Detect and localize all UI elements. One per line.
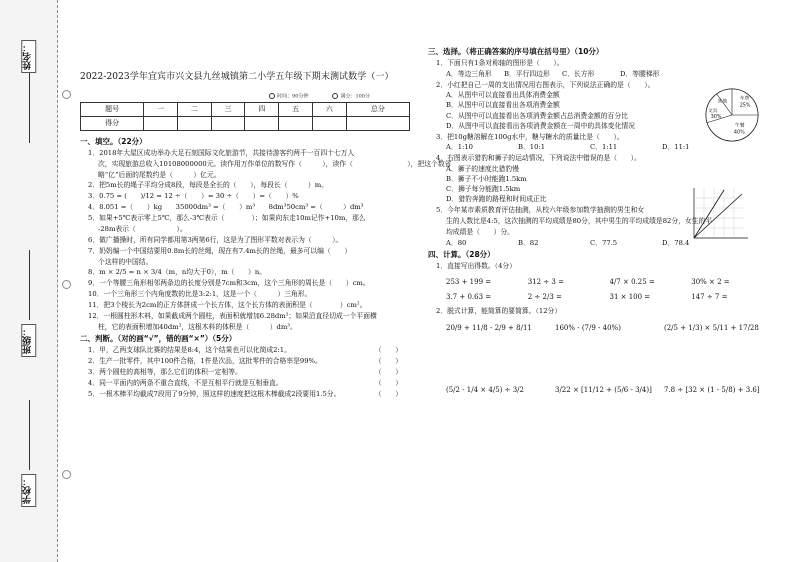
binding-hole [62,280,71,289]
pie-label: 30% [710,114,722,120]
class-label: 班级： [21,324,36,357]
option[interactable]: B．82 [518,238,539,247]
question: 3．把10g糖溶解在100g水中，糖与糖水的质量比是（ ）。 [436,132,624,141]
option[interactable]: A．狮子的速度比猎豹慢 [446,165,519,174]
score-row-label: 得分 [81,117,144,131]
score-cell[interactable] [144,117,178,131]
score-cell[interactable] [245,117,279,131]
calc-item: (2/5 + 1/3) × 5/11 + 17/28 [664,323,759,332]
section3-title: 三、选择。（将正确答案的序号填在括号里）（10分） [428,47,604,56]
answer-paren[interactable]: （ ） [374,389,402,398]
page-title: 2022-2023学年宜宾市兴文县九丝城镇第二小学五年级下期末测试数学（一） [80,72,394,82]
option[interactable]: D．78.4 [662,238,690,247]
calc-item: 3/22 × [11/12 + (5/6 - 3/4)] [555,386,652,395]
exam-meta [80,93,410,100]
question: -28m表示（ ）。 [98,224,187,233]
question: 5．如果+5℃表示零上5℃，那么-3℃表示（ ）；如果向东走10m记作+10m，那么 [88,214,366,223]
name-line [29,73,30,143]
calc-item: 20/9 + 11/8 - 2/9 + 8/11 [446,323,532,332]
answer-paren[interactable]: （ ） [374,367,402,376]
pie-label: 午餐 [734,123,745,129]
class-field[interactable] [18,250,40,357]
score-header-row [81,103,410,117]
name-label: 姓名： [21,40,36,73]
option[interactable]: D．等腰梯形 [620,69,660,78]
pie-label: 车费 [739,96,750,102]
judge-question: 3．两个圆柱的高相等，那么它们的体积一定相等。 （ ） [88,367,402,376]
option[interactable]: D．11:1 [662,143,690,152]
binding-hole [62,90,71,99]
score-header-cell: 三 [211,103,245,117]
question: 生的人数比是4:5，这次抽测的平均成绩是80分，其中男生的平均成绩是82分，女生的平 [446,217,713,226]
question: 2．小红把自己一周的支出情况用右图表示，下列说法正确的是（ ）。 [436,80,655,89]
answer-paren[interactable]: （ ） [374,346,402,355]
score-info: 满分：100分 [332,93,370,100]
question: 11．把3个棱长为2cm的正方体拼成一个长方体，这个长方体的表面积是（ ）cm²。 [88,301,367,310]
option[interactable]: C．长方形 [562,69,595,78]
option[interactable]: A．1:10 [446,143,473,152]
binding-hole [62,470,71,479]
option[interactable]: C．1:11 [590,143,618,152]
question: 8．m × 2/5 = n × 3/4（m，n均大于0），m（ ）n。 [88,268,267,277]
calc-item: 2 ÷ 2/3 = [527,293,562,302]
question: 略“亿”后面的尾数约是（ ）亿元。 [98,170,221,179]
calc-item: 4/7 × 0.25 = [609,277,655,286]
question: 9．一个等腰三角形相邻两条边的长度分别是7cm和3cm，这个三角形的周长是（ ）cm。 [88,279,370,288]
option[interactable]: C．狮子每分能跑1.5km [446,185,521,194]
clock-icon [269,93,275,99]
score-header-cell: 二 [178,103,212,117]
calc-item: 31 × 100 = [609,293,651,302]
question: 4．8.051 =（ ）kg 35000dm³ =（ ）m³ 8dm³50cm³ =（ ）dm³ [88,203,364,212]
pie-label: 其他 [717,99,728,105]
calc-row [446,293,773,302]
score-table [80,102,410,131]
option[interactable]: A．80 [446,238,467,247]
judge-question: 2．生产一批零件，其中100件合格，1件是次品，这批零件的合格率是99%。 （ ） [88,356,402,365]
judge-question: 1．甲，乙两支球队比赛的结果是8:4，这个结果也可以化简成2:1。 （ ） [88,346,402,355]
pie-label: 文具 [707,109,718,115]
pie-label: 40% [733,130,745,136]
work-space[interactable] [428,338,773,378]
option[interactable]: B．10:1 [518,143,546,152]
right-column [428,44,773,401]
score-cell[interactable] [211,117,245,131]
option[interactable]: B．从图中可以直接看出各项消费金额 [446,101,560,110]
score-header-cell: 一 [144,103,178,117]
name-field[interactable] [18,40,40,147]
score-header-cell: 四 [245,103,279,117]
answer-paren[interactable]: （ ） [374,378,402,387]
calc-item: (5/2 - 1/4 × 4/5) ÷ 3/2 [446,386,524,395]
question: 3．0.75 = ( )/12 = 12 ÷（ ）= 30 ÷（ ）=（ ）% [88,192,299,201]
score-header-cell: 题号 [81,103,144,117]
answer-paren[interactable]: （ ） [374,356,402,365]
option[interactable]: C．从图中可以直接看出各项消费金额占总消费金额的百分比 [446,111,628,120]
judge-question: 4．同一平面内的两条不重合直线，不是互相平行就是互相垂直。 （ ） [88,378,402,387]
school-label: 学校： [21,474,36,507]
question: 1．直接写出得数。（4分） [436,262,517,271]
score-value-row [81,117,410,131]
option[interactable]: A．等边三角形 [446,69,492,78]
judge-question: 5．一根木棒平均截成7段用了9分钟，照这样的速度把这根木棒截成2段要用1.5分。 （ ） [88,389,402,398]
question: 2．脱式计算，能简算的要简算。（12分） [436,307,562,316]
calc-item: 312 ÷ 3 = [527,277,564,286]
question: 6．做广播操时，所有同学都用第3两第6行，这是为了图形平数对表示为（ ）。 [88,235,343,244]
score-header-cell: 六 [312,103,346,117]
calc-item: 147 ÷ 7 = [691,293,728,302]
calc-item: 253 + 199 = [446,277,492,286]
question: 1．下面只有1条对称轴的图形是（ ）。 [436,58,564,67]
question: 2．把5m长的绳子平均分成8段，每段是全长的（ ），每段长（ ）m。 [88,181,328,190]
score-cell[interactable] [178,117,212,131]
score-cell[interactable] [346,117,409,131]
calc-item: 160% - (7/9 - 40%) [555,323,621,332]
option[interactable]: D．从图中可以直接看出各项消费金额在一周中的具体变化情况 [446,121,635,130]
star-icon [332,93,338,99]
options [446,143,773,151]
calc-item: 30% × 2 = [691,277,730,286]
calc-row [446,278,773,287]
speed-graph-figure [686,184,752,246]
question: 个这样的中国结。 [98,257,153,266]
school-line [29,400,30,470]
calc-item: 3.7 + 0.63 = [446,293,492,302]
section2-title: 二、判断。（对的画“√”，错的画“×”）（5分） [80,334,237,344]
score-cell[interactable] [312,117,346,131]
question: 4．右图表示猎豹和狮子的运动情况，下列说法中错误的是（ ）。 [436,154,641,163]
expense-pie-figure [703,86,761,144]
options [446,70,773,78]
calc-item: 7.8 ÷ [32 × (1 - 5/8) + 3.6] [664,386,760,395]
school-field[interactable] [18,400,40,507]
question: 1．2018年大屋区成功举办大足石刻国际文化旅游节，共接待游客约两千一百四十七万人 [88,148,355,157]
score-header-cell: 五 [279,103,313,117]
question: 柱，它的表面积增加40dm²，这根木料的体积是（ ）dm³。 [98,322,297,331]
option[interactable]: D．猎豹奔跑的路程和时间成正比 [446,195,547,204]
calc-row [446,324,773,333]
option[interactable]: B．狮子不小时能跑1.5km [446,175,527,184]
left-column [80,72,452,400]
calc-row [446,386,773,395]
question: 10．一个三角形三个内角度数的比是3:2:1，这是一个（ ）三角形。 [88,290,312,299]
option[interactable]: B．平行四边形 [504,69,550,78]
option[interactable]: A．从图中可以直接看出具体消费金额 [446,91,560,100]
pie-label: 25% [739,103,751,109]
binding-margin [0,0,58,562]
question: 12．一根圆柱形木料，如果截成两个圆柱，表面积就增加6.28dm²；如果沿直径切成一个平面横 [88,311,377,320]
option[interactable]: C．77.5 [590,238,618,247]
section1-title: 一、填空。（22分） [80,137,147,146]
question: 均成绩是（ ）分。 [446,227,514,236]
time-info: 时间：90分钟 [269,93,308,100]
question: 次，实现旅游总收入10108000000元。读作用万作单位的数写作（ ），读作（ ），把这个数省 [98,159,452,168]
question: 7．奶奶编一个中国结要用0.8m长的丝绳，现在有7.4m长的丝绳，最多可以编（ ） [88,246,352,255]
score-cell[interactable] [279,117,313,131]
section4-title: 四、计算。（28分） [428,250,495,260]
class-line [29,250,30,320]
score-header-cell: 总分 [346,103,409,117]
question: 5．今年某市素质教育评估抽测，从校六年级参加数学抽测的男生和女 [436,206,645,215]
